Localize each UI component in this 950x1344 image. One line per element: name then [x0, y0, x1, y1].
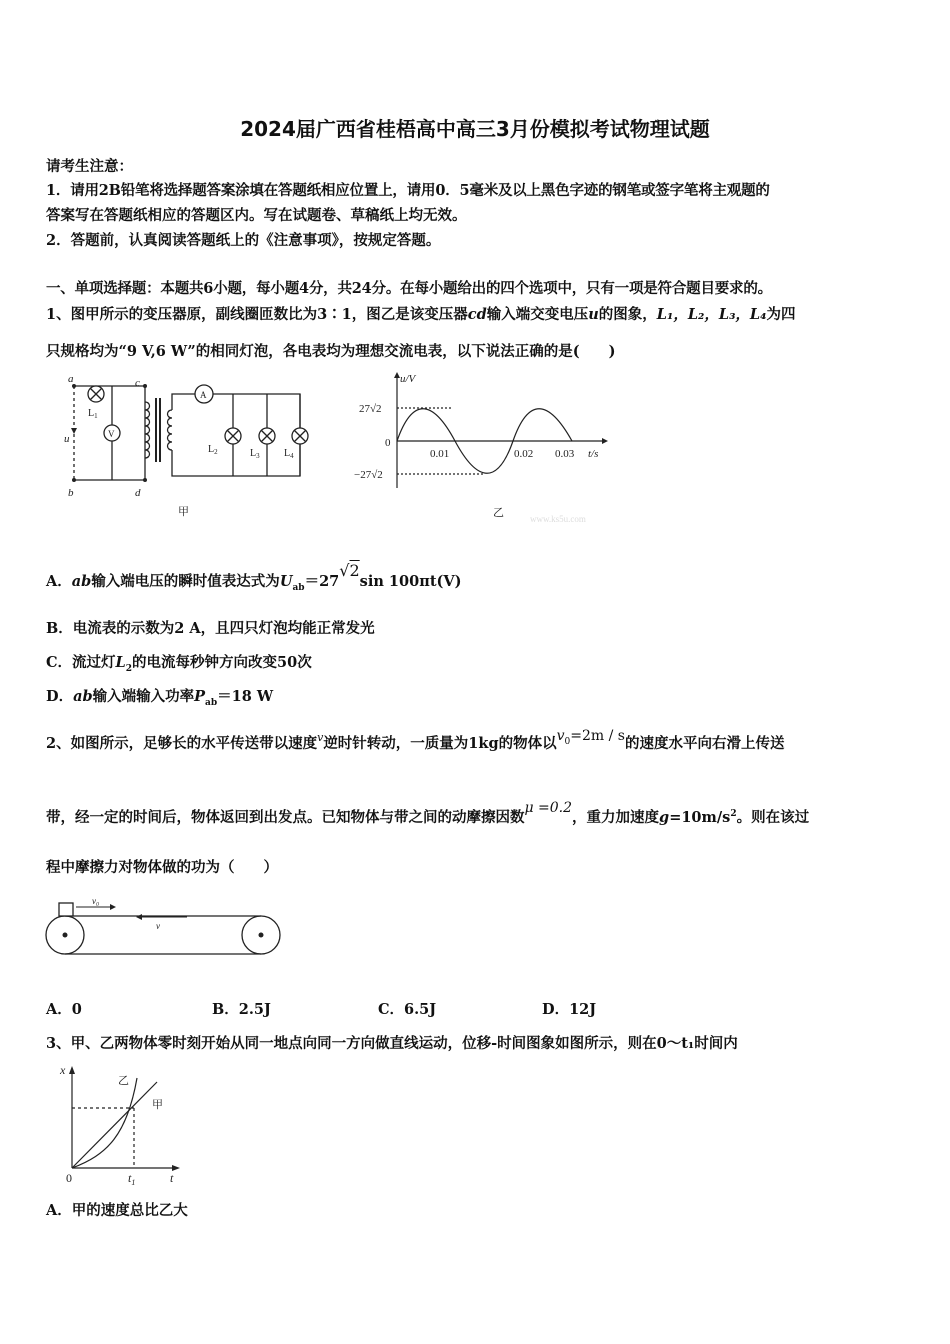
- svg-text:t: t: [170, 1171, 174, 1185]
- svg-text:L3: $L_3$: [250, 448, 260, 460]
- svg-text:0.01: 0.01: [430, 448, 450, 460]
- svg-text:乙: 乙: [118, 1075, 129, 1087]
- q2-option-a: A．0: [46, 1001, 82, 1018]
- svg-text:甲: 甲: [152, 1099, 163, 1111]
- svg-text:27√2: 27√2: [359, 403, 382, 415]
- svg-text:www.ks5u.com: www.ks5u.com: [530, 514, 586, 524]
- svg-text:L4: $L_4$: [284, 448, 294, 460]
- q1-option-d: D．ab输入端输入功率$P_{ab}=18$ W: [46, 688, 274, 708]
- svg-text:u: u: [64, 433, 70, 445]
- svg-text:d: d: [135, 487, 141, 499]
- q2-option-b: B．2.5J: [212, 1001, 271, 1018]
- svg-text:t/s: t/s: [588, 448, 599, 460]
- q2-stem-line3: 程中摩擦力对物体做的功为（ ）: [46, 859, 278, 876]
- svg-text:甲: 甲: [178, 506, 189, 518]
- svg-text:x: x: [60, 1063, 66, 1077]
- q2-stem-line1: 2、如图所示，足够长的水平传送带以速度$^v$逆时针转动，一质量为1kg的物体以$v_0=2m / s$的速度水平向右滑上传送: [46, 728, 785, 752]
- svg-text:0: 0: [385, 437, 391, 449]
- q2-option-d: D．12J: [542, 1001, 597, 1018]
- svg-text:v₀: v₀: [92, 896, 100, 906]
- svg-text:L1: $L_1$: [88, 408, 98, 420]
- notice-item1-line1: 1．请用2B铅笔将选择题答案涂填在答题纸相应位置上，请用0．5毫米及以上黑色字迹的钢笔或签字笔将主观题的: [46, 182, 770, 199]
- q3-option-a: A．甲的速度总比乙大: [46, 1202, 188, 1219]
- page-title: 2024届广西省桂梧高中高三3月份模拟考试物理试题: [240, 117, 710, 141]
- q3-stem: 3、甲、乙两物体零时刻开始从同一地点向同一方向做直线运动，位移-时间图象如图所示，则在0～t₁时间内: [46, 1035, 738, 1052]
- svg-text:−27√2: −27√2: [354, 469, 383, 481]
- q2-conveyor-diagram: [42, 895, 287, 957]
- svg-text:t1: $t_1$: [128, 1171, 136, 1187]
- svg-text:L2: $L_2$: [208, 444, 218, 456]
- arrow-left-icon: [136, 914, 142, 920]
- q1-option-a: A．ab输入端电压的瞬时值表达式为$U_{ab}=27√2\sin$ 100πt(V): [46, 561, 462, 593]
- svg-text:v: v: [156, 921, 160, 931]
- q3-displacement-time-graph: [52, 1060, 192, 1188]
- svg-text:a: a: [68, 373, 74, 385]
- svg-text:0.02: 0.02: [514, 448, 534, 460]
- svg-text:V: V: [108, 429, 115, 439]
- svg-text:b: b: [68, 487, 74, 499]
- svg-text:u/V: u/V: [400, 373, 416, 385]
- arrow-right-icon: [110, 904, 116, 910]
- notice-item1-line2: 答案写在答题纸相应的答题区内。写在试题卷、草稿纸上均无效。: [46, 207, 467, 224]
- q2-option-c: C．6.5J: [378, 1001, 437, 1018]
- svg-text:0.03: 0.03: [555, 448, 575, 460]
- q1-stem-line2: 只规格均为“9 V,6 W”的相同灯泡，各电表均为理想交流电表，以下说法正确的是( ): [46, 343, 616, 360]
- q1-stem-line1: 1、图甲所示的变压器原，副线圈匝数比为3∶1，图乙是该变压器cd输入端交变电压u的图象，L₁，L₂，L₃，L₄为四: [46, 306, 796, 323]
- svg-text:c: c: [135, 377, 140, 389]
- q1-circuit-diagram: [60, 370, 330, 522]
- q1-option-b: B．电流表的示数为2 A，且四只灯泡均能正常发光: [46, 620, 375, 637]
- svg-text:0: 0: [66, 1171, 72, 1185]
- q2-stem-line2: 带，经一定的时间后，物体返回到出发点。已知物体与带之间的动摩擦因数μ =0.2，重力加速度$g=10m/s^2$。则在该过: [46, 800, 810, 826]
- notice-heading: 请考生注意：: [46, 158, 133, 175]
- q1-option-c: C．流过灯$L_2$的电流每秒钟方向改变50次: [46, 654, 312, 674]
- svg-text:A: A: [200, 390, 207, 400]
- section1-header: 一、单项选择题：本题共6小题，每小题4分，共24分。在每小题给出的四个选项中，只有一项是符合题目要求的。: [46, 280, 772, 297]
- q1-voltage-graph: [352, 370, 622, 526]
- svg-text:乙: 乙: [493, 507, 504, 519]
- notice-item2: 2．答题前，认真阅读答题纸上的《注意事项》，按规定答题。: [46, 232, 441, 249]
